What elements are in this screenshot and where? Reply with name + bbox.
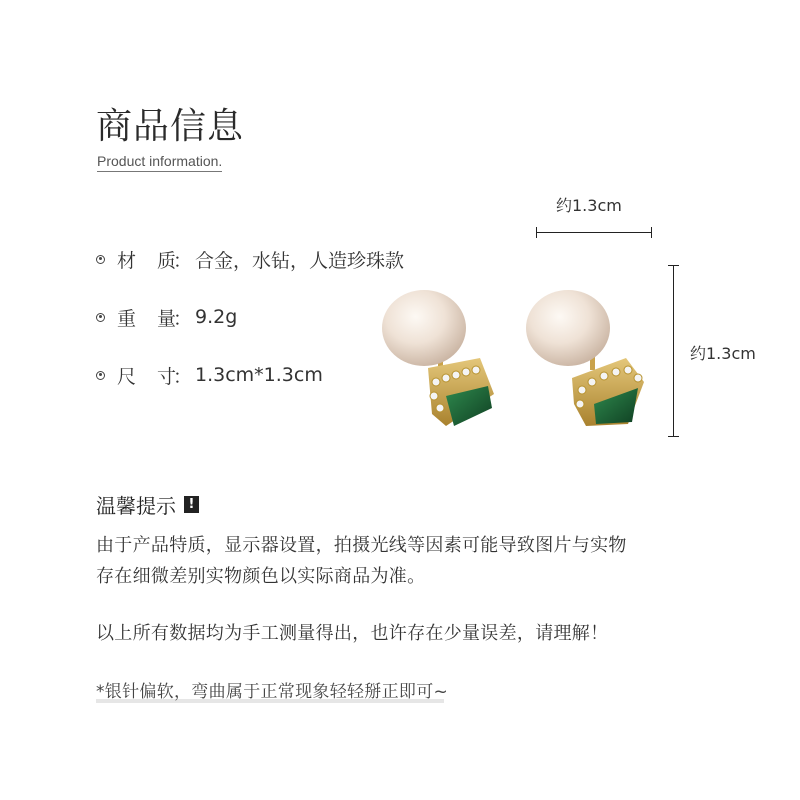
pearl-earrings-image (376, 286, 666, 436)
spec-row-material (96, 246, 404, 272)
bullet-icon (96, 313, 105, 322)
spec-key-char1: 尺 (117, 365, 137, 388)
spec-value: 9.2g (195, 306, 238, 328)
earring-right (526, 290, 644, 426)
earring-left (382, 290, 494, 426)
width-dimension-cap (651, 227, 652, 238)
spec-row-weight (96, 304, 237, 330)
tips-paragraph-1-line-1: 由于产品特质，显示器设置，拍摄光线等因素可能导致图片与实物 (96, 535, 627, 556)
width-dimension-line (536, 232, 652, 233)
tips-paragraph-1 (96, 530, 627, 592)
spec-value: 合金，水钻，人造珍珠款 (195, 249, 405, 272)
spec-key-char1: 重 (117, 307, 137, 330)
spec-colon: ： (173, 249, 193, 272)
spec-key-char2: 质 (157, 249, 177, 272)
tips-heading (96, 490, 199, 519)
width-dimension-label: 约1.3cm (556, 196, 622, 215)
tips-title: 温馨提示 (96, 494, 176, 518)
spec-value: 1.3cm*1.3cm (195, 364, 323, 386)
tips-paragraph-1-line-2: 存在细微差别实物颜色以实际商品为准。 (96, 566, 426, 587)
width-dimension-cap (536, 227, 537, 238)
page-subtitle: Product information. (97, 153, 222, 172)
spec-row-size (96, 362, 323, 388)
spec-colon: ： (173, 307, 193, 330)
page-title: 商品信息 (96, 106, 245, 147)
spec-key-char2: 寸 (157, 365, 177, 388)
bullet-icon (96, 255, 105, 264)
height-dimension-cap (668, 436, 679, 437)
height-dimension-line (673, 265, 674, 437)
height-dimension-label: 约1.3cm (690, 344, 756, 363)
height-dimension-cap (668, 265, 679, 266)
tips-note: *银针偏软，弯曲属于正常现象轻轻掰正即可~ (96, 682, 449, 702)
bullet-icon (96, 371, 105, 380)
spec-key-char2: 量 (157, 307, 177, 330)
spec-colon: ： (173, 365, 193, 388)
tips-paragraph-2: 以上所有数据均为手工测量得出，也许存在少量误差，请理解！ (96, 623, 609, 644)
spec-key-char1: 材 (117, 249, 137, 272)
exclamation-icon: ! (184, 496, 199, 513)
